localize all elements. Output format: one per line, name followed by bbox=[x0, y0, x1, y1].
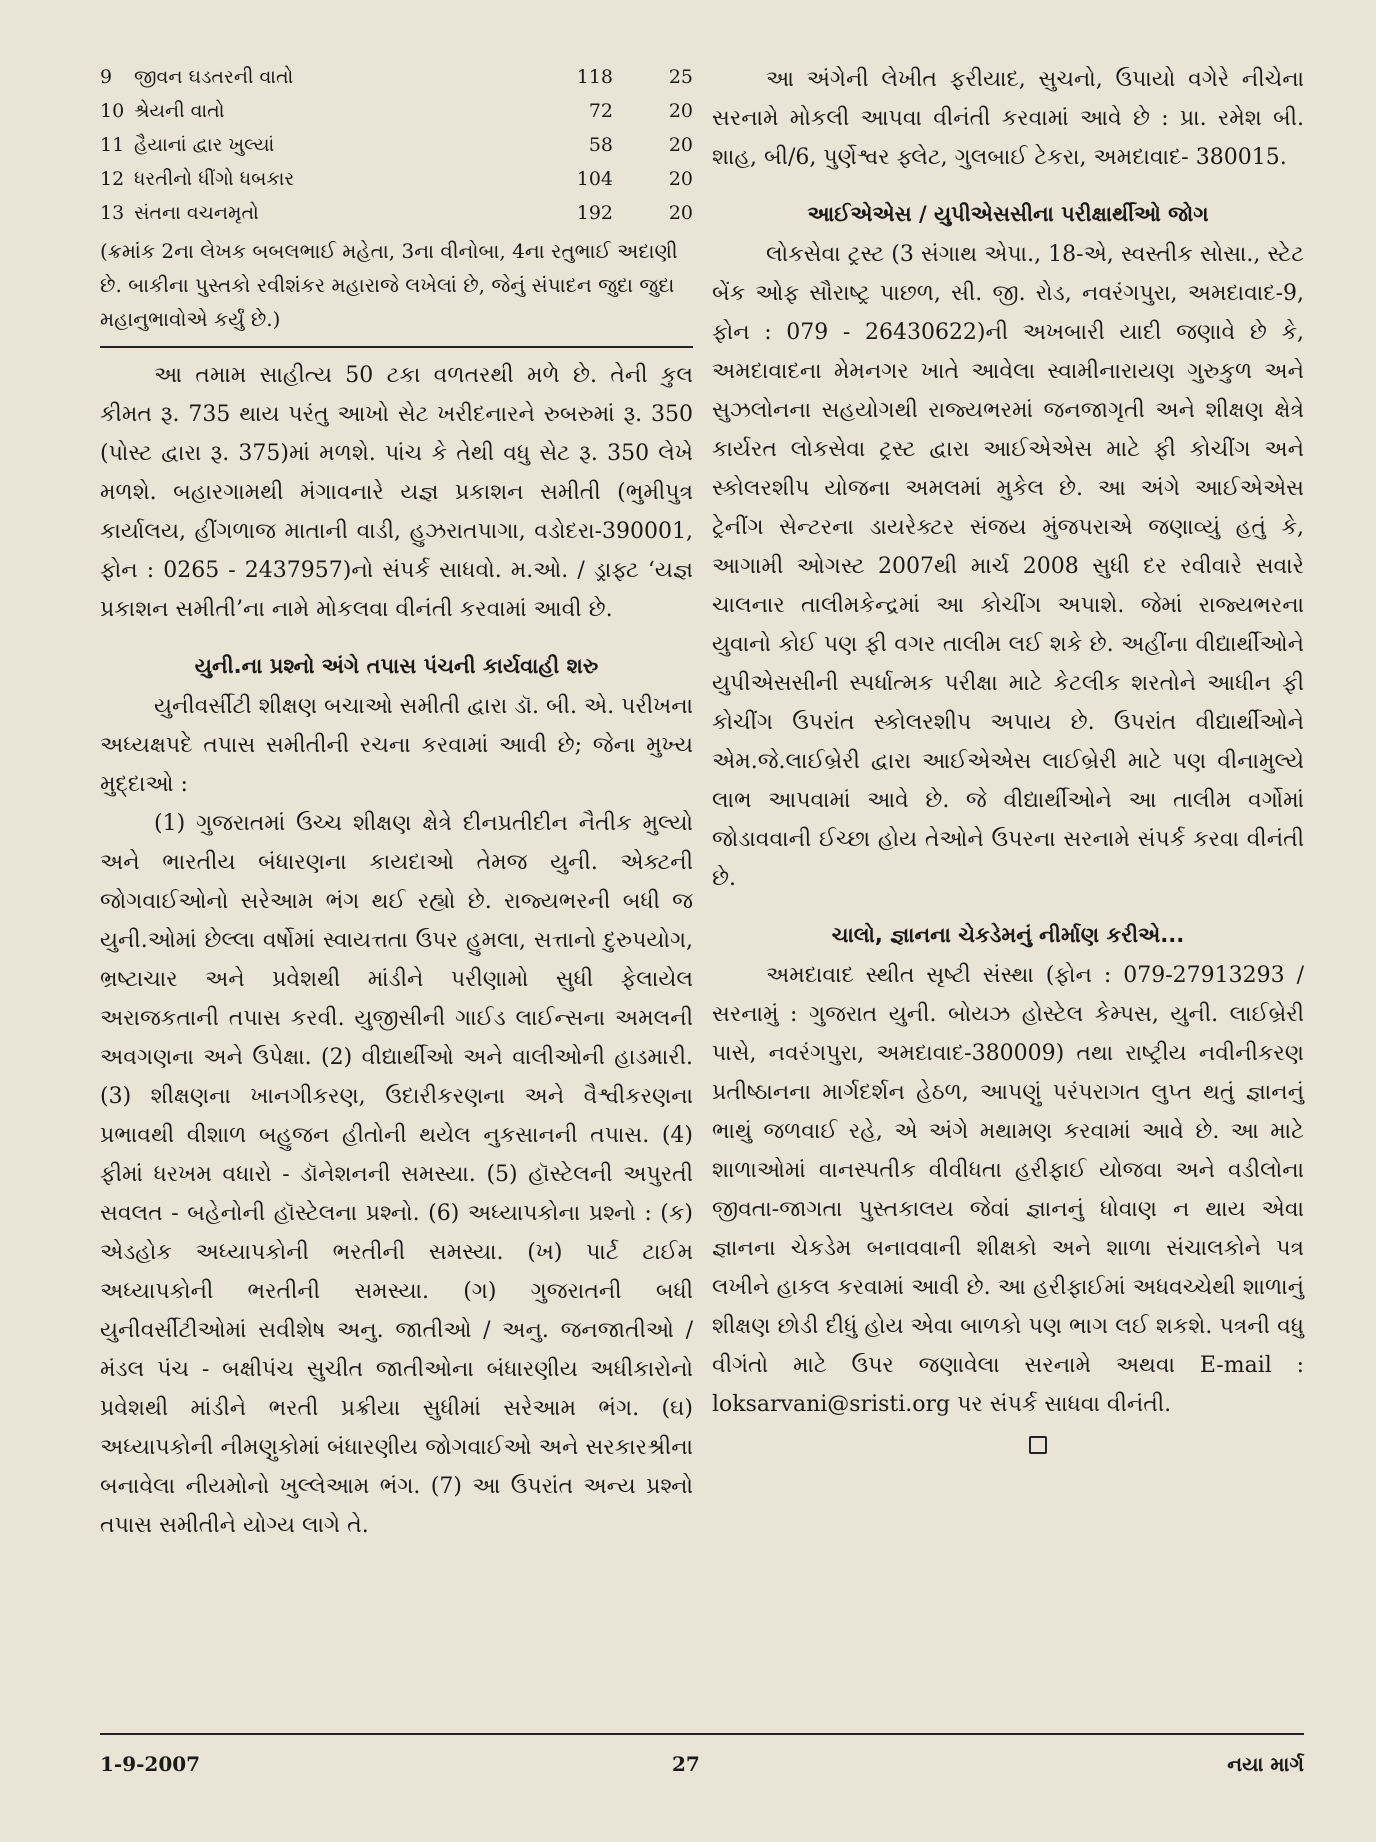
book-title: ધરતીનો ધીંગો ધબકાર bbox=[134, 168, 295, 190]
literature-paragraph: આ તમામ સાહીત્ય 50 ટકા વળતરથી મળે છે. તેની કુલ કીમત રૂ. 735 થાય પરંતુ આખો સેટ ખરીદનારને રુબરુમાં રૂ. 350 (પોસ્ટ દ્વારા રૂ. 375)માં મળશે. પાંચ કે તેથી વધુ સેટ રૂ. 350 લેખે મળશે. બહારગામથી મંગાવનારે યજ્ઞ પ્રકાશન સમીતી (ભુમીપુત્ર કાર્યાલય, હીંગળાજ માતાની વાડી, હુઝરાતપાગા, વડોદરા-390001, ફોન : 0265 - 2437957)નો સંપર્ક સાધવો. મ.ઓ. / ડ્રાફ્ટ ‘યજ્ઞ પ્રકાશન સમીતી’ના નામે મોકલવા વીનંતી કરવામાં આવી છે. bbox=[100, 363, 693, 622]
footer-divider bbox=[100, 1733, 1304, 1735]
table-row bbox=[100, 60, 693, 94]
book-number: 10 bbox=[100, 100, 125, 122]
book-price: 20 bbox=[668, 134, 693, 156]
book-pages: 118 bbox=[576, 66, 613, 88]
books-note: (ક્રમાંક 2ના લેખક બબલભાઈ મહેતા, 3ના વીનોબા, 4ના રતુભાઈ અદાણી છે. બાકીના પુસ્તકો રવીશંકર મહારાજે લખેલાં છે, જેનું સંપાદન જુદા જુદા મહાનુભાવોએ કર્યું છે.) bbox=[100, 239, 678, 331]
book-title: હૈયાનાં દ્વાર ખુલ્યાં bbox=[134, 134, 275, 156]
book-title: સંતના વચનમૃતો bbox=[134, 202, 259, 224]
knowledge-checkdam-heading: ચાલો, જ્ઞાનના ચેકડેમનું નીર્માણ કરીએ... bbox=[831, 923, 1185, 947]
left-column bbox=[100, 60, 693, 1545]
book-number: 13 bbox=[100, 202, 125, 224]
university-heading: યુની.ના પ્રશ્નો અંગે તપાસ પંચની કાર્યવાહી શરુ bbox=[194, 654, 599, 678]
end-square-icon bbox=[1029, 1436, 1047, 1454]
page-number: 27 bbox=[672, 1752, 700, 1776]
book-pages: 192 bbox=[576, 202, 613, 224]
table-row bbox=[100, 128, 693, 162]
knowledge-checkdam-paragraph: અમદાવાદ સ્થીત સૃષ્ટી સંસ્થા (ફોન : 079-27913293 / સરનામું : ગુજરાત યુની. બોયઝ હોસ્ટેલ કેમ્પસ, યુની. લાઈબ્રેરી પાસે, નવરંગપુરા, અમદાવાદ-380009) તથા રાષ્ટ્રીય નવીનીકરણ પ્રતીષ્ઠાનના માર્ગદર્શન હેઠળ, આપણું પરંપરાગત લુપ્ત થતું જ્ઞાનનું ભાથું જળવાઈ રહે, એ અંગે મથામણ કરવામાં આવે છે. આ માટે શાળાઓમાં વાનસ્પતીક વીવીધતા હરીફાઈ યોજવા અને વડીલોના જીવતા-જાગતા પુસ્તકાલય જેવાં જ્ઞાનનું ધોવાણ ન થાય એવા જ્ઞાનના ચેકડેમ બનાવવાની શીક્ષકો અને શાળા સંચાલકોને પત્ર લખીને હાકલ કરવામાં આવી છે. આ હરીફાઈમાં અધવચ્ચેથી શાળાનું શીક્ષણ છોડી દીધું હોય એવા બાળકો પણ ભાગ લઈ શકશે. પત્રની વધુ વીગંતો માટે ઉપર જણાવેલા સરનામે અથવા E-mail : loksarvani@sristi.org પર સંપર્ક સાધવા વીનંતી. bbox=[712, 963, 1304, 1417]
university-paragraph-intro: યુનીવર્સીટી શીક્ષણ બચાઓ સમીતી દ્વારા ડૉ. બી. એ. પરીખના અધ્યક્ષપદે તપાસ સમીતીની રચના કરવામાં આવી છે; જેના મુખ્ય મુદ્દાઓ : bbox=[100, 694, 693, 797]
book-number: 12 bbox=[100, 168, 125, 190]
table-row bbox=[100, 94, 693, 128]
footer-date: 1-9-2007 bbox=[100, 1752, 201, 1776]
book-price: 20 bbox=[668, 100, 693, 122]
book-price-table bbox=[100, 60, 693, 230]
book-number: 9 bbox=[100, 66, 113, 88]
book-price: 25 bbox=[668, 66, 693, 88]
book-pages: 58 bbox=[588, 134, 613, 156]
book-number: 11 bbox=[100, 134, 125, 156]
ias-heading: આઈએએસ / યુપીએસસીના પરીક્ષાર્થીઓ જોગ bbox=[807, 202, 1209, 226]
table-row bbox=[100, 162, 693, 196]
complaint-paragraph: આ અંગેની લેખીત ફરીયાદ, સુચનો, ઉપાયો વગેરે નીચેના સરનામે મોકલી આપવા વીનંતી કરવામાં આવે છે : પ્રા. રમેશ બી. શાહ, બી/6, પુર્ણેશ્વર ફ્લેટ, ગુલબાઈ ટેકરા, અમદાવાદ- 380015. bbox=[712, 67, 1304, 170]
university-paragraph-points: (1) ગુજરાતમાં ઉચ્ચ શીક્ષણ ક્ષેત્રે દીનપ્રતીદીન નૈતીક મુલ્યો અને ભારતીય બંધારણના કાયદાઓ તેમજ યુની. એક્ટની જોગવાઈઓનો સરેઆમ ભંગ થઈ રહ્યો છે. રાજ્યભરની બધી જ યુની.ઓમાં છેલ્લા વર્ષોમાં સ્વાયત્તતા ઉપર હુમલા, સત્તાનો દુરુપયોગ, ભ્રષ્ટાચાર અને પ્રવેશથી માંડીને પરીણામો સુધી ફેલાયેલ અરાજકતાની તપાસ કરવી. યુજીસીની ગાઈડ લાઈન્સના અમલની અવગણના અને ઉપેક્ષા. (2) વીદ્યાર્થીઓ અને વાલીઓની હાડમારી. (3) શીક્ષણના ખાનગીકરણ, ઉદારીકરણના અને વૈશ્વીકરણના પ્રભાવથી વીશાળ બહુજન હીતોની થયેલ નુકસાનની તપાસ. (4) ફીમાં ધરખમ વધારો - ડૉનેશનની સમસ્યા. (5) હૉસ્ટેલની અપુરતી સવલત - બહેનોની હૉસ્ટેલના પ્રશ્નો. (6) અધ્યાપકોના પ્રશ્નો : (ક) એડહોક અધ્યાપકોની ભરતીની સમસ્યા. (ખ) પાર્ટ ટાઈમ અધ્યાપકોની ભરતીની સમસ્યા. (ગ) ગુજરાતની બધી યુનીવર્સીટીઓમાં સવીશેષ અનુ. જાતીઓ / અનુ. જનજાતીઓ / મંડલ પંચ - બક્ષીપંચ સુચીત જાતીઓના બંધારણીય અધીકારોનો પ્રવેશથી માંડીને ભરતી પ્રક્રીયા સુધીમાં સરેઆમ ભંગ. (ઘ) અધ્યાપકોની નીમણુકોમાં બંધારણીય જોગવાઈઓ અને સરકારશ્રીના બનાવેલા નીયમોનો ખુલ્લેઆમ ભંગ. (7) આ ઉપરાંત અન્ય પ્રશ્નો તપાસ સમીતીને યોગ્ય લાગે તે. bbox=[100, 811, 693, 1538]
divider bbox=[100, 346, 693, 348]
table-row bbox=[100, 196, 693, 230]
end-mark bbox=[712, 1436, 1304, 1464]
ias-paragraph: લોકસેવા ટ્રસ્ટ (3 સંગાથ એપા., 18-એ, સ્વસ્તીક સોસા., સ્ટેટ બેંક ઓફ સૌરાષ્ટ્ર પાછળ, સી. જી. રોડ, નવરંગપુરા, અમદાવાદ-9, ફોન : 079 - 26430622)ની અખબારી યાદી જણાવે છે કે, અમદાવાદના મેમનગર ખાતે આવેલા સ્વામીનારાયણ ગુરુકુળ અને સુઝલોનના સહયોગથી રાજ્યભરમાં જનજાગૃતી અને શીક્ષણ ક્ષેત્રે કાર્યરત લોકસેવા ટ્રસ્ટ દ્વારા આઈએએસ માટે ફી કોચીંગ અને સ્કોલરશીપ યોજના અમલમાં મુકેલ છે. આ અંગે આઈએએસ ટ્રેનીંગ સેન્ટરના ડાયરેક્ટર સંજય મુંજપરાએ જણાવ્યું હતું કે, આગામી ઓગસ્ટ 2007થી માર્ચ 2008 સુધી દર રવીવારે સવારે ચાલનાર તાલીમકેન્દ્રમાં આ કોચીંગ અપાશે. જેમાં રાજ્યભરના યુવાનો કોઈ પણ ફી વગર તાલીમ લઈ શકે છે. અહીંના વીદ્યાર્થીઓને યુપીએસસીની સ્પર્ધાત્મક પરીક્ષા માટે કેટલીક શરતોને આધીન ફી કોચીંગ ઉપરાંત સ્કોલરશીપ અપાય છે. ઉપરાંત વીદ્યાર્થીઓને એમ.જે.લાઈબ્રેરી દ્વારા આઈએએસ લાઈબ્રેરી માટે પણ વીનામુલ્યે લાભ આપવામાં આવે છે. જે વીદ્યાર્થીઓને આ તાલીમ વર્ગોમાં જોડાવવાની ઈચ્છા હોય તેઓને ઉપરના સરનામે સંપર્ક કરવા વીનંતી છે. bbox=[712, 242, 1304, 891]
right-column bbox=[712, 60, 1304, 1464]
book-pages: 104 bbox=[576, 168, 613, 190]
book-price: 20 bbox=[668, 168, 693, 190]
book-price: 20 bbox=[668, 202, 693, 224]
magazine-name: નયા માર્ગ bbox=[1227, 1752, 1304, 1776]
book-title: જીવન ઘડતરની વાતો bbox=[134, 66, 294, 88]
book-title: શ્રેયની વાતો bbox=[134, 100, 225, 122]
book-pages: 72 bbox=[588, 100, 613, 122]
